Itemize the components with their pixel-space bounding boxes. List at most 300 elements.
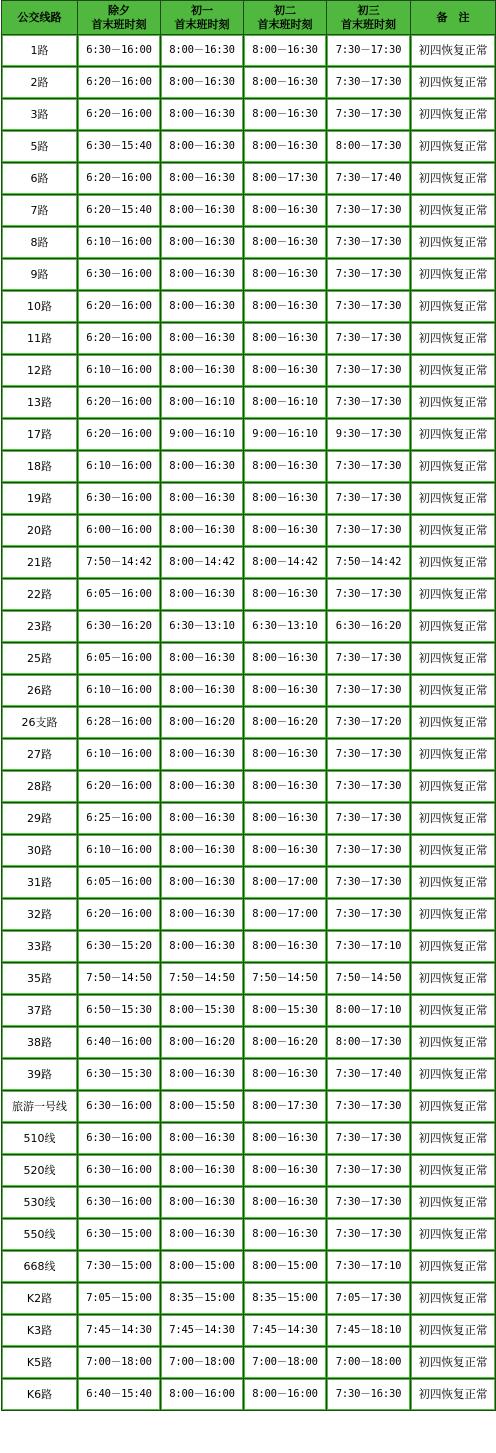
day2-time-cell-text: 8:00－16:30	[245, 1156, 325, 1185]
route-cell-text: 668线	[3, 1252, 76, 1281]
table-row	[2, 1283, 496, 1315]
route-cell-text: 13路	[3, 388, 76, 417]
eve-time-cell	[78, 1219, 161, 1251]
note-cell-text: 初四恢复正常	[412, 36, 494, 65]
eve-time-cell	[78, 1091, 161, 1123]
day1-time-cell	[161, 131, 244, 163]
table-row	[2, 1219, 496, 1251]
eve-time-cell	[78, 483, 161, 515]
day3-time-cell-text: 7:30－17:30	[328, 836, 409, 865]
day3-time-cell	[327, 419, 411, 451]
table-row	[2, 451, 496, 483]
day3-time-cell	[327, 1027, 411, 1059]
eve-time-cell-text: 6:25－16:00	[79, 804, 159, 833]
table-row	[2, 579, 496, 611]
day2-time-cell	[244, 707, 327, 739]
day2-time-cell-text: 8:00－16:30	[245, 292, 325, 321]
eve-time-cell-text: 6:10－16:00	[79, 740, 159, 769]
day2-time-cell-text: 8:00－17:00	[245, 900, 325, 929]
route-cell-text: 510线	[3, 1124, 76, 1153]
day2-time-cell-text: 8:00－16:30	[245, 804, 325, 833]
day3-time-cell-text: 7:30－17:30	[328, 388, 409, 417]
note-cell-text: 初四恢复正常	[412, 612, 494, 641]
note-cell-text: 初四恢复正常	[412, 868, 494, 897]
day2-time-cell-text: 8:00－15:30	[245, 996, 325, 1025]
day2-time-cell	[244, 931, 327, 963]
eve-time-cell	[78, 1027, 161, 1059]
route-cell	[2, 355, 78, 387]
header-note: 备 注	[411, 1, 496, 35]
note-cell-text: 初四恢复正常	[412, 996, 494, 1025]
day2-time-cell	[244, 643, 327, 675]
day2-time-cell	[244, 995, 327, 1027]
day1-time-cell-text: 9:00－16:10	[162, 420, 242, 449]
eve-time-cell	[78, 547, 161, 579]
day1-time-cell	[161, 451, 244, 483]
day2-time-cell	[244, 1379, 327, 1411]
note-cell-text: 初四恢复正常	[412, 164, 494, 193]
note-cell	[411, 131, 496, 163]
note-cell-text: 初四恢复正常	[412, 772, 494, 801]
eve-time-cell-text: 7:05－15:00	[79, 1284, 159, 1313]
header-day3: 初三 首末班时刻	[327, 1, 411, 35]
table-row	[2, 387, 496, 419]
day2-time-cell	[244, 1155, 327, 1187]
route-cell	[2, 259, 78, 291]
route-cell	[2, 547, 78, 579]
day3-time-cell-text: 7:30－17:30	[328, 196, 409, 225]
eve-time-cell	[78, 131, 161, 163]
route-cell	[2, 291, 78, 323]
note-cell	[411, 1059, 496, 1091]
day1-time-cell	[161, 803, 244, 835]
table-row	[2, 35, 496, 67]
eve-time-cell	[78, 1059, 161, 1091]
day2-time-cell-text: 8:00－16:00	[245, 1380, 325, 1409]
route-cell	[2, 611, 78, 643]
note-cell-text: 初四恢复正常	[412, 1028, 494, 1057]
day1-time-cell-text: 8:35－15:00	[162, 1284, 242, 1313]
note-cell	[411, 963, 496, 995]
day3-time-cell-text: 7:30－17:30	[328, 1124, 409, 1153]
eve-time-cell	[78, 771, 161, 803]
day1-time-cell-text: 8:00－16:30	[162, 260, 242, 289]
eve-time-cell-text: 6:30－16:00	[79, 36, 159, 65]
day3-time-cell-text: 7:30－16:30	[328, 1380, 409, 1409]
note-cell	[411, 899, 496, 931]
eve-time-cell-text: 6:20－16:00	[79, 68, 159, 97]
note-cell	[411, 1379, 496, 1411]
day1-time-cell-text: 7:45－14:30	[162, 1316, 242, 1345]
day2-time-cell	[244, 291, 327, 323]
day2-time-cell-text: 8:00－16:30	[245, 36, 325, 65]
day3-time-cell-text: 7:50－14:50	[328, 964, 409, 993]
route-cell-text: 23路	[3, 612, 76, 641]
note-cell	[411, 163, 496, 195]
note-cell	[411, 1251, 496, 1283]
route-cell-text: 29路	[3, 804, 76, 833]
note-cell-text: 初四恢复正常	[412, 708, 494, 737]
note-cell	[411, 227, 496, 259]
day2-time-cell	[244, 35, 327, 67]
note-cell-text: 初四恢复正常	[412, 1188, 494, 1217]
day1-time-cell-text: 8:00－16:30	[162, 1220, 242, 1249]
route-cell	[2, 1315, 78, 1347]
table-row	[2, 1315, 496, 1347]
route-cell	[2, 227, 78, 259]
note-cell	[411, 1027, 496, 1059]
day1-time-cell-text: 8:00－16:30	[162, 644, 242, 673]
day3-time-cell	[327, 867, 411, 899]
day1-time-cell	[161, 835, 244, 867]
table-row	[2, 259, 496, 291]
route-cell-text: 旅游一号线	[3, 1092, 76, 1121]
day1-time-cell-text: 8:00－16:30	[162, 804, 242, 833]
day3-time-cell	[327, 515, 411, 547]
day3-time-cell	[327, 1187, 411, 1219]
route-cell	[2, 1155, 78, 1187]
eve-time-cell	[78, 195, 161, 227]
route-cell-text: 5路	[3, 132, 76, 161]
route-cell	[2, 35, 78, 67]
route-cell-text: 11路	[3, 324, 76, 353]
table-row	[2, 131, 496, 163]
day2-time-cell-text: 8:00－16:30	[245, 740, 325, 769]
note-cell	[411, 1347, 496, 1379]
day1-time-cell	[161, 1187, 244, 1219]
route-cell	[2, 1059, 78, 1091]
eve-time-cell-text: 6:20－15:40	[79, 196, 159, 225]
day1-time-cell	[161, 1379, 244, 1411]
eve-time-cell	[78, 675, 161, 707]
eve-time-cell	[78, 163, 161, 195]
day3-time-cell-text: 7:30－17:30	[328, 868, 409, 897]
route-cell	[2, 323, 78, 355]
day1-time-cell	[161, 419, 244, 451]
day3-time-cell-text: 7:30－17:30	[328, 228, 409, 257]
eve-time-cell-text: 6:30－16:00	[79, 1124, 159, 1153]
note-cell-text: 初四恢复正常	[412, 420, 494, 449]
note-cell	[411, 355, 496, 387]
route-cell	[2, 931, 78, 963]
day2-time-cell	[244, 1059, 327, 1091]
route-cell-text: 19路	[3, 484, 76, 513]
note-cell-text: 初四恢复正常	[412, 1124, 494, 1153]
day2-time-cell-text: 8:00－16:30	[245, 68, 325, 97]
note-cell	[411, 739, 496, 771]
note-cell-text: 初四恢复正常	[412, 68, 494, 97]
table-row	[2, 67, 496, 99]
table-row	[2, 803, 496, 835]
eve-time-cell-text: 6:00－16:00	[79, 516, 159, 545]
eve-time-cell-text: 6:05－16:00	[79, 580, 159, 609]
day3-time-cell	[327, 355, 411, 387]
day2-time-cell	[244, 1123, 327, 1155]
day1-time-cell	[161, 195, 244, 227]
day3-time-cell-text: 7:50－14:42	[328, 548, 409, 577]
route-cell-text: 7路	[3, 196, 76, 225]
route-cell	[2, 739, 78, 771]
day3-time-cell-text: 7:30－17:30	[328, 36, 409, 65]
route-cell	[2, 131, 78, 163]
eve-time-cell-text: 6:30－16:00	[79, 1092, 159, 1121]
day3-time-cell-text: 8:00－17:10	[328, 996, 409, 1025]
note-cell-text: 初四恢复正常	[412, 900, 494, 929]
day2-time-cell-text: 8:00－16:30	[245, 644, 325, 673]
day3-time-cell	[327, 451, 411, 483]
eve-time-cell	[78, 1379, 161, 1411]
note-cell-text: 初四恢复正常	[412, 836, 494, 865]
day1-time-cell	[161, 771, 244, 803]
day3-time-cell-text: 7:30－17:10	[328, 932, 409, 961]
route-cell-text: 17路	[3, 420, 76, 449]
day1-time-cell-text: 8:00－16:30	[162, 1188, 242, 1217]
note-cell-text: 初四恢复正常	[412, 1156, 494, 1185]
note-cell	[411, 707, 496, 739]
route-cell-text: 28路	[3, 772, 76, 801]
day1-time-cell-text: 7:00－18:00	[162, 1348, 242, 1377]
day2-time-cell-text: 8:00－16:30	[245, 484, 325, 513]
route-cell-text: 22路	[3, 580, 76, 609]
note-cell-text: 初四恢复正常	[412, 484, 494, 513]
day1-time-cell-text: 8:00－16:30	[162, 484, 242, 513]
day3-time-cell-text: 7:30－17:20	[328, 708, 409, 737]
eve-time-cell	[78, 579, 161, 611]
table-body	[2, 35, 496, 1411]
eve-time-cell-text: 6:20－16:00	[79, 772, 159, 801]
day2-time-cell	[244, 675, 327, 707]
route-cell-text: 27路	[3, 740, 76, 769]
table-row	[2, 867, 496, 899]
day1-time-cell-text: 7:50－14:50	[162, 964, 242, 993]
route-cell	[2, 1027, 78, 1059]
eve-time-cell	[78, 259, 161, 291]
note-cell	[411, 771, 496, 803]
eve-time-cell	[78, 99, 161, 131]
day1-time-cell-text: 8:00－16:00	[162, 1380, 242, 1409]
day2-time-cell-text: 8:00－16:30	[245, 260, 325, 289]
route-cell-text: 20路	[3, 516, 76, 545]
day2-time-cell	[244, 131, 327, 163]
eve-time-cell-text: 6:20－16:00	[79, 324, 159, 353]
day2-time-cell-text: 8:00－16:30	[245, 1124, 325, 1153]
day3-time-cell	[327, 675, 411, 707]
day1-time-cell-text: 8:00－16:30	[162, 868, 242, 897]
eve-time-cell	[78, 739, 161, 771]
day1-time-cell-text: 8:00－15:00	[162, 1252, 242, 1281]
day2-time-cell-text: 8:00－16:30	[245, 932, 325, 961]
eve-time-cell	[78, 803, 161, 835]
route-cell-text: 10路	[3, 292, 76, 321]
note-cell-text: 初四恢复正常	[412, 804, 494, 833]
route-cell-text: 520线	[3, 1156, 76, 1185]
day2-time-cell	[244, 835, 327, 867]
note-cell	[411, 323, 496, 355]
note-cell-text: 初四恢复正常	[412, 388, 494, 417]
note-cell	[411, 259, 496, 291]
day1-time-cell	[161, 1219, 244, 1251]
day3-time-cell	[327, 1315, 411, 1347]
day2-time-cell-text: 8:00－16:30	[245, 1188, 325, 1217]
note-cell	[411, 995, 496, 1027]
day1-time-cell-text: 8:00－16:30	[162, 164, 242, 193]
table-row	[2, 643, 496, 675]
route-cell	[2, 1283, 78, 1315]
note-cell	[411, 1315, 496, 1347]
eve-time-cell	[78, 451, 161, 483]
day3-time-cell	[327, 803, 411, 835]
day2-time-cell	[244, 1283, 327, 1315]
day1-time-cell-text: 8:00－16:30	[162, 580, 242, 609]
day2-time-cell-text: 8:00－16:30	[245, 324, 325, 353]
day1-time-cell	[161, 1347, 244, 1379]
day1-time-cell-text: 6:30－13:10	[162, 612, 242, 641]
day3-time-cell	[327, 579, 411, 611]
day2-time-cell-text: 8:00－16:20	[245, 1028, 325, 1057]
eve-time-cell-text: 6:20－16:00	[79, 292, 159, 321]
eve-time-cell-text: 6:20－16:00	[79, 420, 159, 449]
eve-time-cell-text: 6:20－16:00	[79, 100, 159, 129]
day3-time-cell	[327, 643, 411, 675]
route-cell	[2, 163, 78, 195]
header-route: 公交线路	[2, 1, 78, 35]
day1-time-cell	[161, 707, 244, 739]
day1-time-cell-text: 8:00－16:30	[162, 36, 242, 65]
note-cell-text: 初四恢复正常	[412, 1348, 494, 1377]
day3-time-cell-text: 7:30－17:30	[328, 356, 409, 385]
day2-time-cell	[244, 899, 327, 931]
eve-time-cell-text: 6:10－16:00	[79, 452, 159, 481]
day3-time-cell-text: 8:00－17:30	[328, 132, 409, 161]
eve-time-cell-text: 6:28－16:00	[79, 708, 159, 737]
day1-time-cell	[161, 1283, 244, 1315]
note-cell-text: 初四恢复正常	[412, 452, 494, 481]
day1-time-cell	[161, 675, 244, 707]
route-cell-text: 9路	[3, 260, 76, 289]
note-cell-text: 初四恢复正常	[412, 1316, 494, 1345]
note-cell	[411, 611, 496, 643]
eve-time-cell-text: 6:10－16:00	[79, 356, 159, 385]
day1-time-cell	[161, 1059, 244, 1091]
bus-schedule-table	[1, 0, 496, 1411]
table-row	[2, 835, 496, 867]
day3-time-cell	[327, 963, 411, 995]
route-cell-text: 32路	[3, 900, 76, 929]
note-cell-text: 初四恢复正常	[412, 932, 494, 961]
eve-time-cell-text: 6:20－16:00	[79, 900, 159, 929]
note-cell	[411, 1123, 496, 1155]
route-cell-text: K3路	[3, 1316, 76, 1345]
eve-time-cell	[78, 1251, 161, 1283]
note-cell	[411, 867, 496, 899]
day2-time-cell	[244, 867, 327, 899]
day3-time-cell-text: 7:30－17:30	[328, 740, 409, 769]
eve-time-cell	[78, 291, 161, 323]
note-cell-text: 初四恢复正常	[412, 1284, 494, 1313]
day2-time-cell	[244, 611, 327, 643]
table-row	[2, 931, 496, 963]
day1-time-cell	[161, 35, 244, 67]
eve-time-cell-text: 6:30－15:30	[79, 1060, 159, 1089]
route-cell	[2, 867, 78, 899]
route-cell-text: 1路	[3, 36, 76, 65]
note-cell-text: 初四恢复正常	[412, 1220, 494, 1249]
eve-time-cell	[78, 35, 161, 67]
note-cell-text: 初四恢复正常	[412, 356, 494, 385]
route-cell-text: 3路	[3, 100, 76, 129]
day3-time-cell	[327, 195, 411, 227]
table-row	[2, 515, 496, 547]
day1-time-cell-text: 8:00－15:30	[162, 996, 242, 1025]
day1-time-cell	[161, 99, 244, 131]
route-cell-text: 18路	[3, 452, 76, 481]
day2-time-cell-text: 8:00－17:30	[245, 1092, 325, 1121]
note-cell-text: 初四恢复正常	[412, 580, 494, 609]
day3-time-cell	[327, 771, 411, 803]
note-cell	[411, 451, 496, 483]
day1-time-cell-text: 8:00－16:30	[162, 1124, 242, 1153]
day2-time-cell	[244, 1251, 327, 1283]
day3-time-cell-text: 7:00－18:00	[328, 1348, 409, 1377]
day2-time-cell	[244, 771, 327, 803]
route-cell	[2, 771, 78, 803]
day3-time-cell	[327, 931, 411, 963]
note-cell-text: 初四恢复正常	[412, 260, 494, 289]
note-cell-text: 初四恢复正常	[412, 1060, 494, 1089]
day1-time-cell	[161, 355, 244, 387]
day1-time-cell	[161, 323, 244, 355]
eve-time-cell-text: 6:30－16:00	[79, 1188, 159, 1217]
note-cell	[411, 803, 496, 835]
day1-time-cell	[161, 931, 244, 963]
day2-time-cell-text: 9:00－16:10	[245, 420, 325, 449]
route-cell-text: 12路	[3, 356, 76, 385]
day1-time-cell-text: 8:00－16:20	[162, 1028, 242, 1057]
route-cell-text: 31路	[3, 868, 76, 897]
day2-time-cell	[244, 483, 327, 515]
eve-time-cell-text: 6:30－15:00	[79, 1220, 159, 1249]
day2-time-cell-text: 8:00－16:20	[245, 708, 325, 737]
route-cell-text: 37路	[3, 996, 76, 1025]
eve-time-cell	[78, 963, 161, 995]
note-cell-text: 初四恢复正常	[412, 1092, 494, 1121]
day2-time-cell	[244, 451, 327, 483]
note-cell	[411, 643, 496, 675]
eve-time-cell-text: 6:30－16:00	[79, 1156, 159, 1185]
day2-time-cell-text: 8:00－16:30	[245, 772, 325, 801]
route-cell-text: 30路	[3, 836, 76, 865]
day3-time-cell	[327, 291, 411, 323]
day3-time-cell-text: 7:30－17:30	[328, 452, 409, 481]
table-row	[2, 419, 496, 451]
route-cell	[2, 483, 78, 515]
day2-time-cell-text: 8:00－14:42	[245, 548, 325, 577]
day3-time-cell-text: 7:30－17:40	[328, 164, 409, 193]
note-cell	[411, 1283, 496, 1315]
day2-time-cell-text: 8:00－16:10	[245, 388, 325, 417]
route-cell-text: 8路	[3, 228, 76, 257]
day2-time-cell	[244, 547, 327, 579]
eve-time-cell	[78, 515, 161, 547]
eve-time-cell-text: 7:30－15:00	[79, 1252, 159, 1281]
table-row	[2, 195, 496, 227]
day3-time-cell-text: 7:30－17:30	[328, 100, 409, 129]
day3-time-cell-text: 7:30－17:10	[328, 1252, 409, 1281]
day1-time-cell-text: 8:00－16:30	[162, 356, 242, 385]
day3-time-cell-text: 7:30－17:30	[328, 292, 409, 321]
day1-time-cell	[161, 739, 244, 771]
day2-time-cell	[244, 515, 327, 547]
